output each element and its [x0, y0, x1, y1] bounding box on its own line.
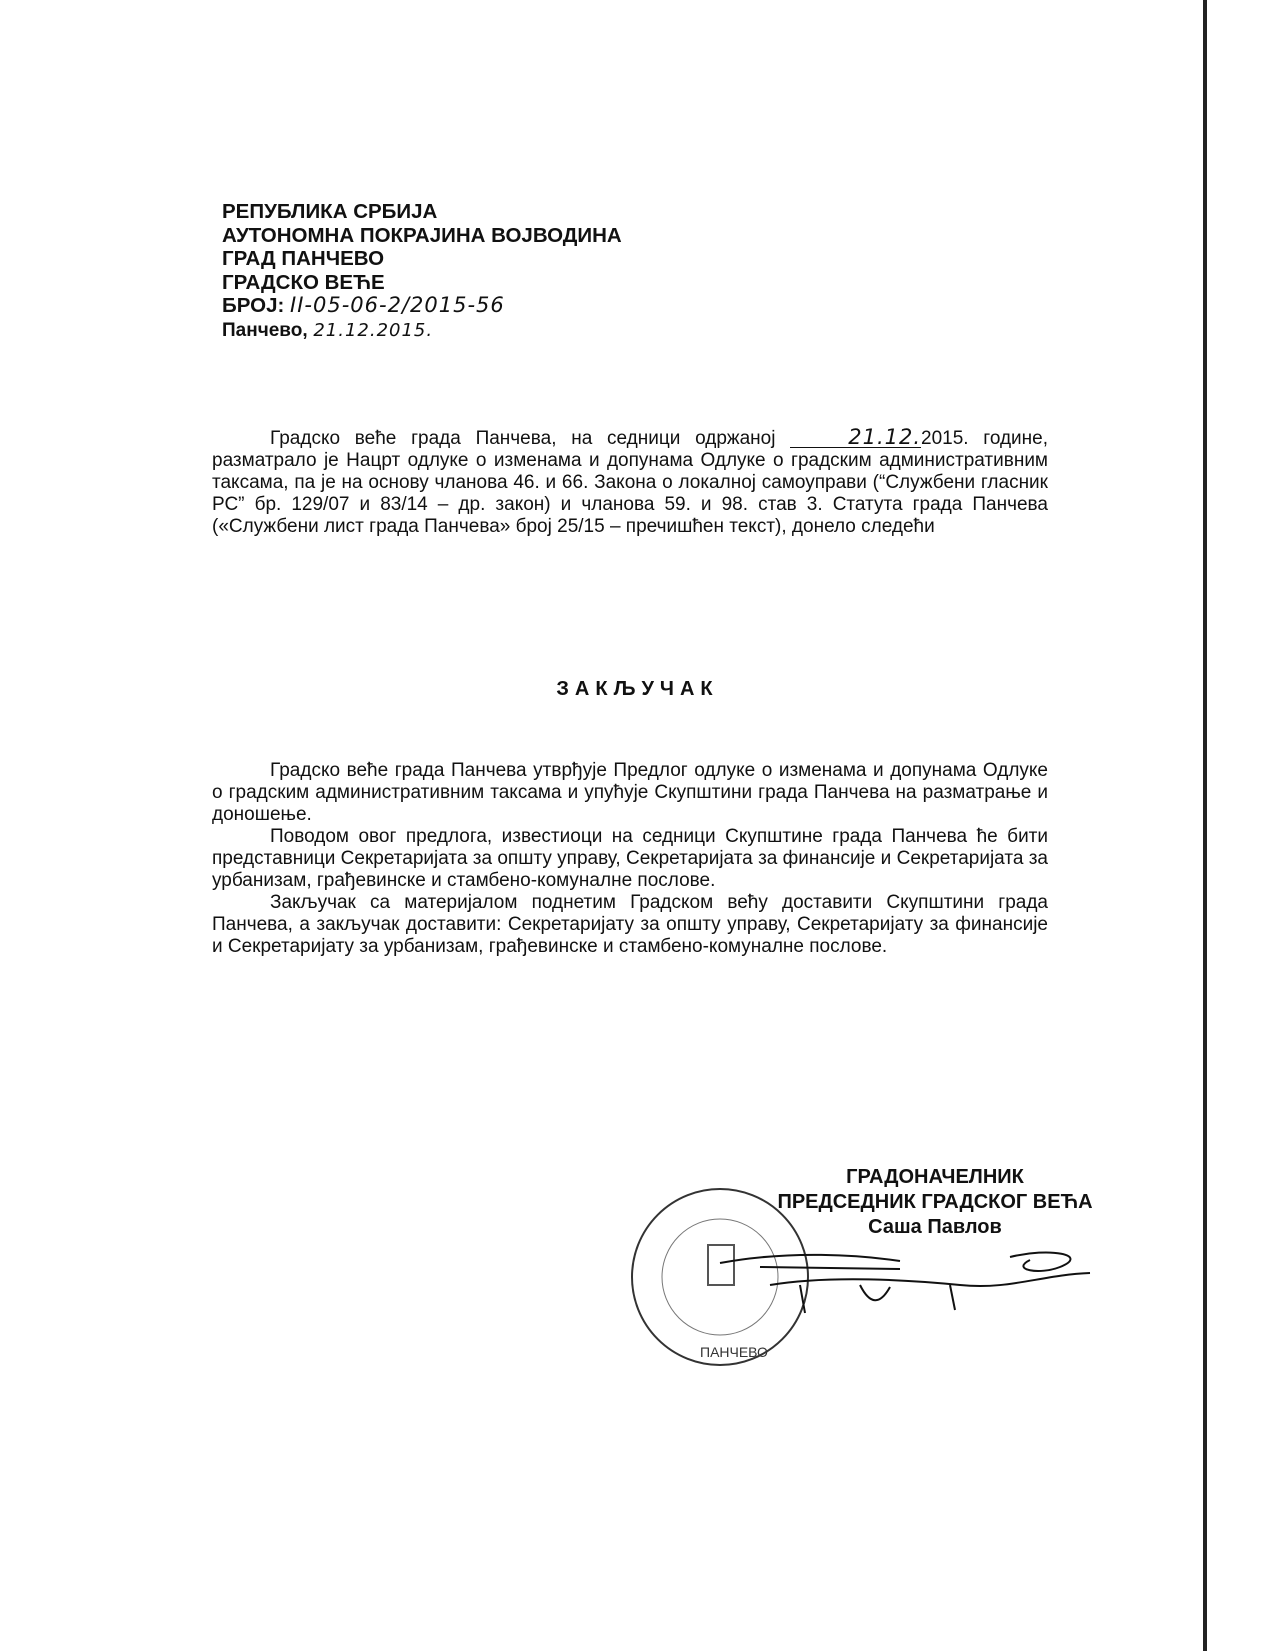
svg-text:ПАНЧЕВО: ПАНЧЕВО: [700, 1344, 768, 1360]
body-paragraph: Поводом овог предлога, известиоци на седници Скупштине града Панчева ће бити представници Секретаријата за општу управу, Секретаријата за финансије и Секретаријата за урбанизам, грађевинске и стамбено-комуналне послове.: [212, 826, 1048, 891]
session-date: 21.12.: [790, 427, 921, 448]
body-paragraph: Закључак са материјалом поднетим Градском већу доставити Скупштини града Панчева, а закључак доставити: Секретаријату за општу управу, Секретаријату за финансије и Секретаријату за урбанизам, грађевинске и стамбено-комуналне послове.: [212, 892, 1048, 957]
document-header: [222, 200, 622, 342]
handwritten-number: II-05-06-2/2015-56: [290, 293, 505, 317]
intro-paragraph: Градско веће града Панчева, на седници одржаној 21.12.2015. године, разматрало је Нацрт одлуке о изменама и допунама Одлуке о градским административним таксама, па је на основу чланова 46. и 66. Закона о локалној самоуправи (“Службени гласник РС” бр. 129/07 и 83/14 – др. закон) и чланова 59. и 98. став 3. Статута града Панчева («Службени лист града Панчева» број 25/15 – пречишћен текст), донело следећи: [212, 425, 1049, 537]
document-place-date: Панчево, 21.12.2015.: [222, 319, 434, 341]
header-line: РЕПУБЛИКА СРБИЈА: [222, 200, 438, 223]
handwritten-signature: [710, 1245, 1100, 1315]
signatory-name: Саша Павлов: [868, 1216, 1002, 1238]
handwritten-date: 21.12.2015.: [313, 319, 434, 341]
body-paragraph: Градско веће града Панчева утврђује Предлог одлуке о изменама и допунама Одлуке о градским административним таксама и упућује Скупштини града Панчева на разматрање и доношење.: [212, 760, 1048, 825]
conclusion-body: [212, 760, 1048, 958]
header-line: АУТОНОМНА ПОКРАЈИНА ВОЈВОДИНА: [222, 223, 622, 247]
signatory-title: ПРЕДСЕДНИК ГРАДСКОГ ВЕЋА: [777, 1191, 1093, 1213]
header-line: ГРАДСКО ВЕЋЕ: [222, 270, 385, 294]
document-number: БРОЈ: II-05-06-2/2015-56: [222, 293, 505, 317]
document-title: ЗАКЉУЧАК: [556, 678, 719, 700]
page-edge: [1203, 0, 1207, 1651]
header-line: ГРАД ПАНЧЕВО: [222, 247, 385, 270]
signatory-title: ГРАДОНАЧЕЛНИК: [846, 1166, 1024, 1188]
signature-block: [765, 1165, 1105, 1240]
